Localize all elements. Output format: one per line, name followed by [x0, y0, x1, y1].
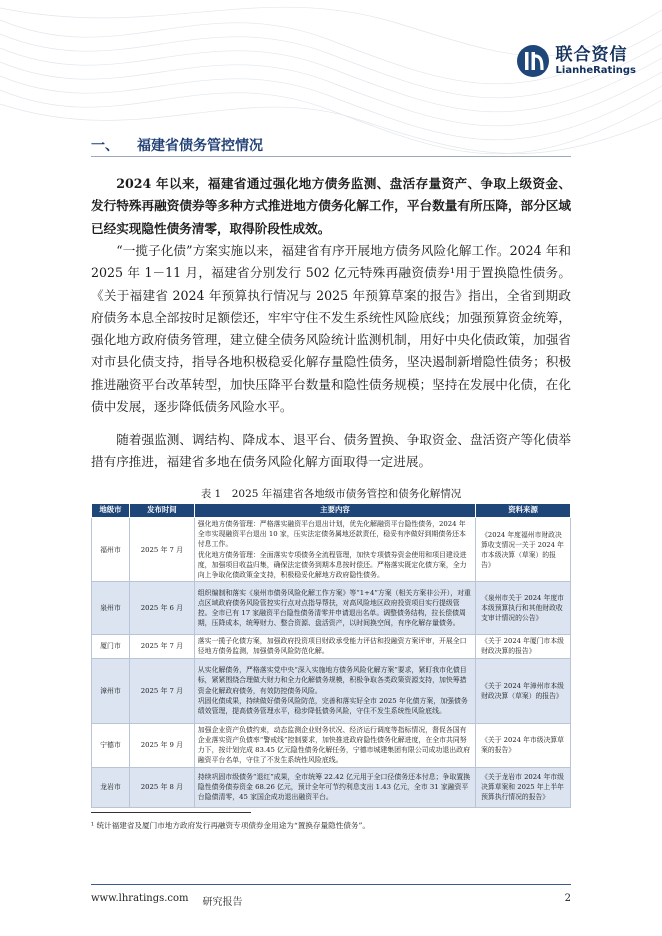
cell-date: 2025 年 7 月	[129, 658, 194, 723]
cell-city: 泉州市	[92, 582, 130, 635]
table-caption: 表 1 2025 年福建省各地级市债务管控和债务化解情况	[200, 488, 462, 500]
cell-content: 强化地方债务管理：严格落实融资平台退出计划，优先化解融资平台隐性债务，2024 年全市实现融资平台退出 10 家，压实法定债务属地还款责任，稳妥有序做好到期债务还本付息工作。 优化地方债务管理：全面落实专项债务全流程管理，加快专项债券资金使用和项目建设进度，加强项目收益归集，确保法定债务到期本息按时偿还。严格落实既定化债方案，全力向上争取化债政策金支持，积极稳妥化解地方政府隐性债务。	[194, 518, 475, 582]
debt-control-table	[91, 503, 571, 808]
cell-source: 《关于 2024 年厦门市本级财政决算的报告》	[476, 635, 571, 658]
table-row	[92, 582, 571, 635]
body-paragraph-1: “一揽子化债”方案实施以来，福建省有序开展地方债务风险化解工作。2024 年和 2025 年 1－11 月，福建省分别发行 502 亿元特殊再融资债券¹用于置换隐性债务。《关于福建省 2024 年预算执行情况与 2025 年预算草案的报告》指出，全省到期政府债务本息全部按时足额偿还，牢牢守住不发生系统性风险底线；加强预算资金统筹，强化地方政府债务管理，建立健全债务风险统计监测机制，用好中央化债政策，加强省对市县化债支持，指导各地积极稳妥化解存量隐性债务，坚决遏制新增隐性债务；积极推进融资平台改革转型，加快压降平台数量和隐性债务规模；坚持在发展中化债，在化债中发展，逐步降低债务风险水平。	[91, 243, 571, 415]
section-divider	[91, 156, 571, 157]
cell-content: 组织编制和落实《泉州市债务风险化解工作方案》等“1+4”方案（相关方案非公开），对重点区域政府债务风险管控实行点对点指导帮扶，对高风险地区政府投资项目实行提级管控。全市已有 17 家融资平台隐性债务清零并申请退出名单。调整债务结构，拉长偿债周期，压降成本，统筹财力、整合资源、盘活资产，以时间换空间，有序化解存量债务。	[194, 582, 475, 635]
cell-content: 从实化解债务，严格落实党中央“深入实施地方债务风险化解方案”要求，紧盯我市化债目标，紧紧围绕合理做大财力和全力化解债务规模，积极争取各类政策资源支持，加快筹措资金化解政府债务，有效防控债务风险。 巩固化债成果，持续做好债务风险防范，完善和落实好全市 2025 年化债方案，加强债务绩效管理，提高债务管理水平，稳步降低债务风险，守住不发生系统性风险底线。	[194, 658, 475, 723]
header-date: 发布时间	[129, 504, 194, 518]
cell-source: 《关于龙岩市 2024 年市级决算草案和 2025 年上半年预算执行情况的报告》	[476, 767, 571, 807]
cell-date: 2025 年 9 月	[129, 723, 194, 767]
footer-divider	[91, 884, 571, 885]
header-source: 资料来源	[476, 504, 571, 518]
section-heading	[91, 135, 263, 155]
cell-city: 龙岩市	[92, 767, 130, 807]
header-content: 主要内容	[194, 504, 475, 518]
body-paragraph-2: 随着强监测、调结构、降成本、退平台、债务置换、争取资金、盘活资产等化债举措有序推进，福建省多地在债务风险化解方面取得一定进展。	[91, 432, 571, 470]
cell-content: 持续巩固市级债务“退红”成果，全市统筹 22.42 亿元用于全口径债务还本付息；争取置换隐性债务债券资金 68.26 亿元，预计全年可节约利息支出 1.43 亿元，全市 31 家融资平台隐债清零，45 家国企成功退出融资平台。	[194, 767, 475, 807]
section-number: 一、	[91, 138, 119, 154]
cell-source: 《2024 年度福州市财政决算收支情况一关于 2024 年市本级决算（草案）的报告》	[476, 518, 571, 582]
cell-date: 2025 年 8 月	[129, 767, 194, 807]
cell-city: 漳州市	[92, 658, 130, 723]
table-header-row	[92, 504, 571, 518]
footer-website-link[interactable]: www.lhratings.com	[91, 893, 189, 904]
cell-date: 2025 年 7 月	[129, 518, 194, 582]
footnote: ¹ 统计福建省及厦门市地方政府发行再融资专项债券金用途为“置换存量隐性债务”。	[91, 821, 370, 830]
summary-paragraph: 2024 年以来，福建省通过强化地方债务监测、盘活存量资产、争取上级资金、发行特殊再融资债券等多种方式推进地方债务化解工作，平台数量有所压降，部分区域已经实现隐性债务清零，取得阶段性成效。	[91, 176, 571, 236]
cell-source: 《关于 2024 年市级决算草案的报告》	[476, 723, 571, 767]
cell-content: 落实一揽子化债方案，加强政府投资项目财政承受能力评估和投融资方案评审，开展全口径地方债务监测，加强债务风险防范化解。	[194, 635, 475, 658]
cell-source: 《关于 2024 年漳州市本级财政决算（草案）的报告》	[476, 658, 571, 723]
table-row	[92, 767, 571, 807]
table-row	[92, 518, 571, 582]
company-logo	[516, 44, 636, 78]
cell-content: 加强企业资产负债约束，动态监测企业财务状况、经济运行调度等指标情况，督促各国有企业落实资产负债率“警戒线”控制要求，加快推进政府隐性债务化解进度，在全市共同努力下，按计划完成 83.45 亿元隐性债务化解任务，宁德市城建集团有限公司成功退出政府融资平台名单，守住了不发生系统性风险底线。	[194, 723, 475, 767]
logo-name-en: LianheRatings	[555, 65, 636, 76]
logo-text	[556, 45, 636, 77]
footer-info	[91, 893, 243, 908]
footer-label: 研究报告	[202, 897, 243, 908]
section-title: 福建省债务管控情况	[137, 138, 263, 154]
cell-source: 《泉州市关于 2024 年度市本级预算执行和其他财政收支审计情况的公告》	[476, 582, 571, 635]
table-row	[92, 658, 571, 723]
header-city: 地级市	[92, 504, 130, 518]
cell-city: 厦门市	[92, 635, 130, 658]
cell-city: 福州市	[92, 518, 130, 582]
cell-date: 2025 年 7 月	[129, 635, 194, 658]
cell-city: 宁德市	[92, 723, 130, 767]
logo-mark-icon	[516, 44, 550, 78]
footnote-divider	[91, 812, 251, 813]
table-row	[92, 723, 571, 767]
table-row	[92, 635, 571, 658]
background-wave-decoration	[0, 0, 662, 200]
logo-name-cn: 联合资信	[555, 45, 628, 65]
cell-date: 2025 年 6 月	[129, 582, 194, 635]
page-number: 2	[564, 893, 571, 904]
